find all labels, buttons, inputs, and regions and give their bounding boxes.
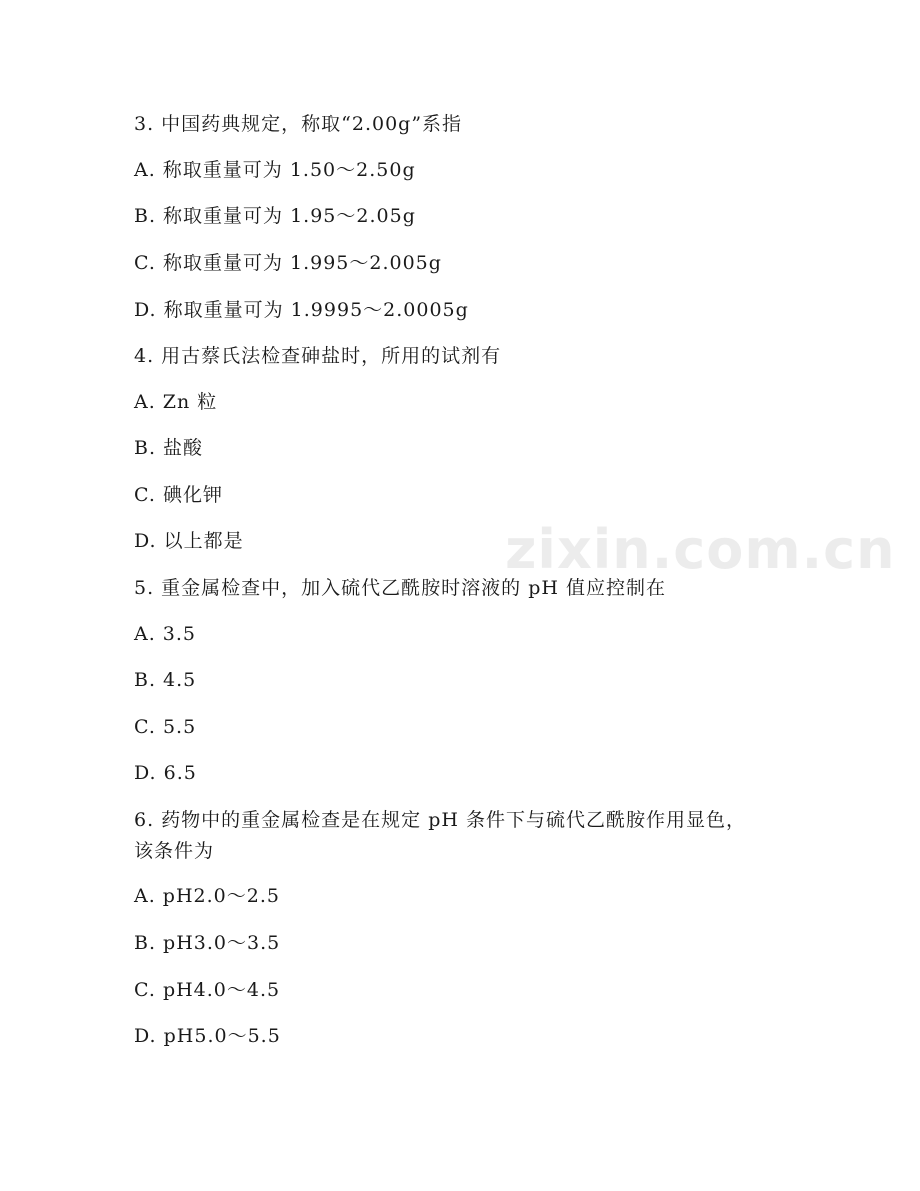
question-5-option-c: C. 5.5 (134, 716, 197, 738)
question-4-option-c: C. 碘化钾 (134, 484, 223, 506)
question-5-stem: 5. 重金属检查中，加入硫代乙酰胺时溶液的 pH 值应控制在 (134, 577, 666, 599)
question-3-option-b: B. 称取重量可为 1.95～2.05g (134, 205, 416, 227)
question-6-option-d: D. pH5.0～5.5 (134, 1025, 281, 1047)
question-3-stem: 3. 中国药典规定，称取“2.00g”系指 (134, 113, 463, 135)
question-6-stem-line-1: 6. 药物中的重金属检查是在规定 pH 条件下与硫代乙酰胺作用显色， (134, 809, 746, 831)
question-4-option-d: D. 以上都是 (134, 530, 244, 552)
question-4-option-a: A. Zn 粒 (134, 391, 218, 413)
question-3-option-a: A. 称取重量可为 1.50～2.50g (134, 159, 416, 181)
question-6-option-c: C. pH4.0～4.5 (134, 979, 281, 1001)
question-3-option-c: C. 称取重量可为 1.995～2.005g (134, 252, 442, 274)
question-4-option-b: B. 盐酸 (134, 437, 204, 459)
question-6-option-b: B. pH3.0～3.5 (134, 932, 281, 954)
question-4-stem: 4. 用古蔡氏法检查砷盐时，所用的试剂有 (134, 345, 502, 367)
question-5-option-a: A. 3.5 (134, 623, 197, 645)
question-5-option-b: B. 4.5 (134, 669, 197, 691)
question-6-option-a: A. pH2.0～2.5 (134, 885, 280, 907)
question-6-stem-line-2: 该条件为 (134, 840, 215, 862)
question-5-option-d: D. 6.5 (134, 762, 197, 784)
question-3-option-d: D. 称取重量可为 1.9995～2.0005g (134, 299, 469, 321)
watermark: zixin.com.cn (505, 518, 896, 581)
